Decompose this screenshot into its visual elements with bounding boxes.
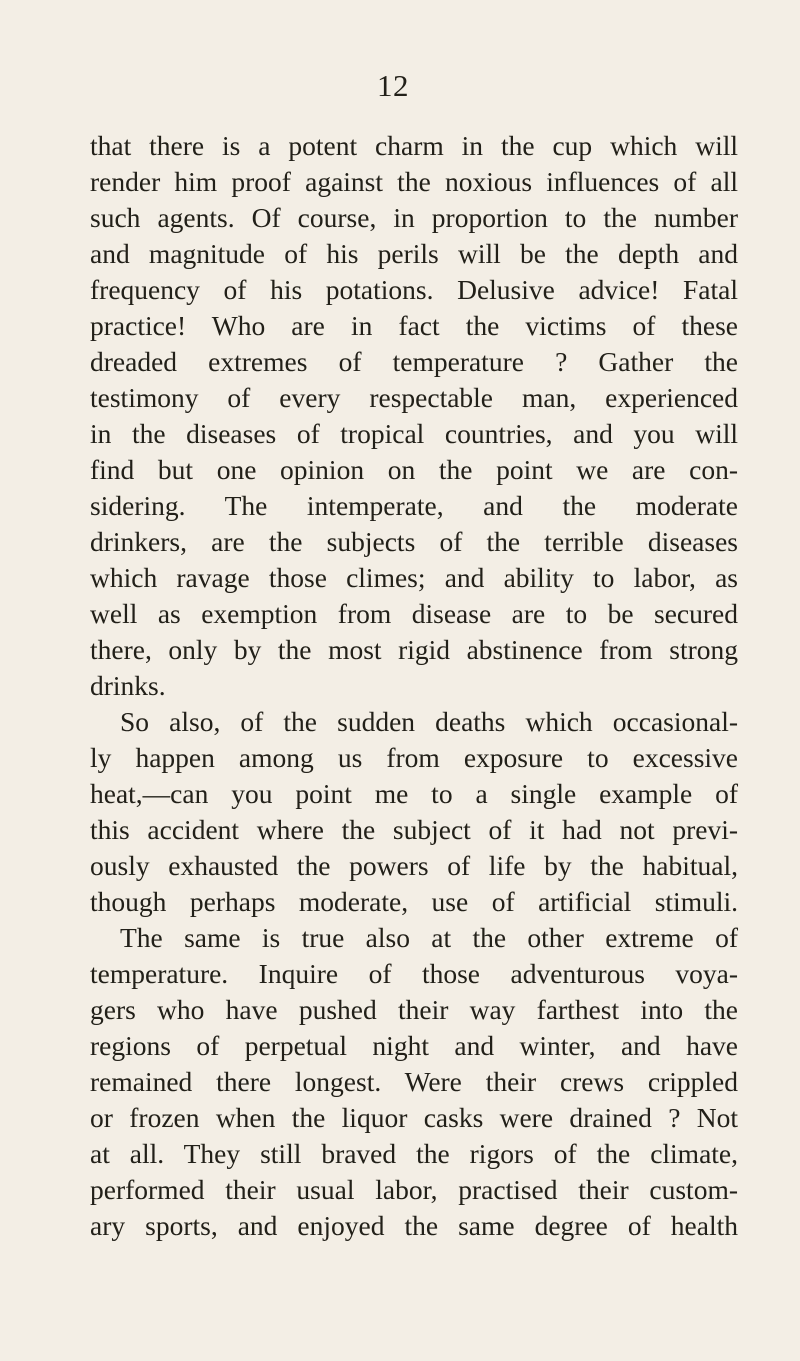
text-line: remained there longest. Were their crews crippled	[90, 1066, 738, 1097]
text-line: well as exemption from disease are to be secured	[90, 598, 738, 629]
text-line: gers who have pushed their way farthest into the	[90, 994, 738, 1025]
text-line: frequency of his potations. Delusive advice! Fatal	[90, 274, 738, 305]
text-line-paragraph-end: though perhaps moderate, use of artificial stimuli.	[90, 886, 738, 917]
text-line: sidering. The intemperate, and the moderate	[90, 490, 738, 521]
text-line: render him proof against the noxious influences of all	[90, 166, 738, 197]
text-line: performed their usual labor, practised their custom-	[90, 1174, 738, 1205]
text-line: practice! Who are in fact the victims of these	[90, 310, 738, 341]
text-line: drinkers, are the subjects of the terrible diseases	[90, 526, 738, 557]
text-line: testimony of every respectable man, experienced	[90, 382, 738, 413]
text-line: in the diseases of tropical countries, and you will	[90, 418, 738, 449]
text-line-paragraph-start: So also, of the sudden deaths which occasional-	[120, 706, 738, 737]
text-line: or frozen when the liquor casks were drained ? Not	[90, 1102, 738, 1133]
body-text	[90, 128, 738, 1244]
text-line: temperature. Inquire of those adventurous voya-	[90, 958, 738, 989]
text-line: regions of perpetual night and winter, and have	[90, 1030, 738, 1061]
text-line: ously exhausted the powers of life by the habitual,	[90, 850, 738, 881]
text-line: such agents. Of course, in proportion to the number	[90, 202, 738, 233]
text-line-paragraph-end: drinks.	[90, 670, 166, 701]
text-line: heat,—can you point me to a single example of	[90, 778, 738, 809]
text-line: at all. They still braved the rigors of the climate,	[90, 1138, 738, 1169]
text-line: that there is a potent charm in the cup which will	[90, 130, 738, 161]
text-line: ary sports, and enjoyed the same degree of health	[90, 1210, 738, 1241]
text-line: dreaded extremes of temperature ? Gather the	[90, 346, 738, 377]
text-line: and magnitude of his perils will be the depth and	[90, 238, 738, 269]
text-line: find but one opinion on the point we are con-	[90, 454, 738, 485]
text-line: this accident where the subject of it had not previ-	[90, 814, 738, 845]
page-number: 12	[377, 68, 409, 103]
text-line: ly happen among us from exposure to excessive	[90, 742, 738, 773]
text-line: which ravage those climes; and ability to labor, as	[90, 562, 738, 593]
text-line-paragraph-start: The same is true also at the other extreme of	[120, 922, 738, 953]
text-line: there, only by the most rigid abstinence from strong	[90, 634, 738, 665]
